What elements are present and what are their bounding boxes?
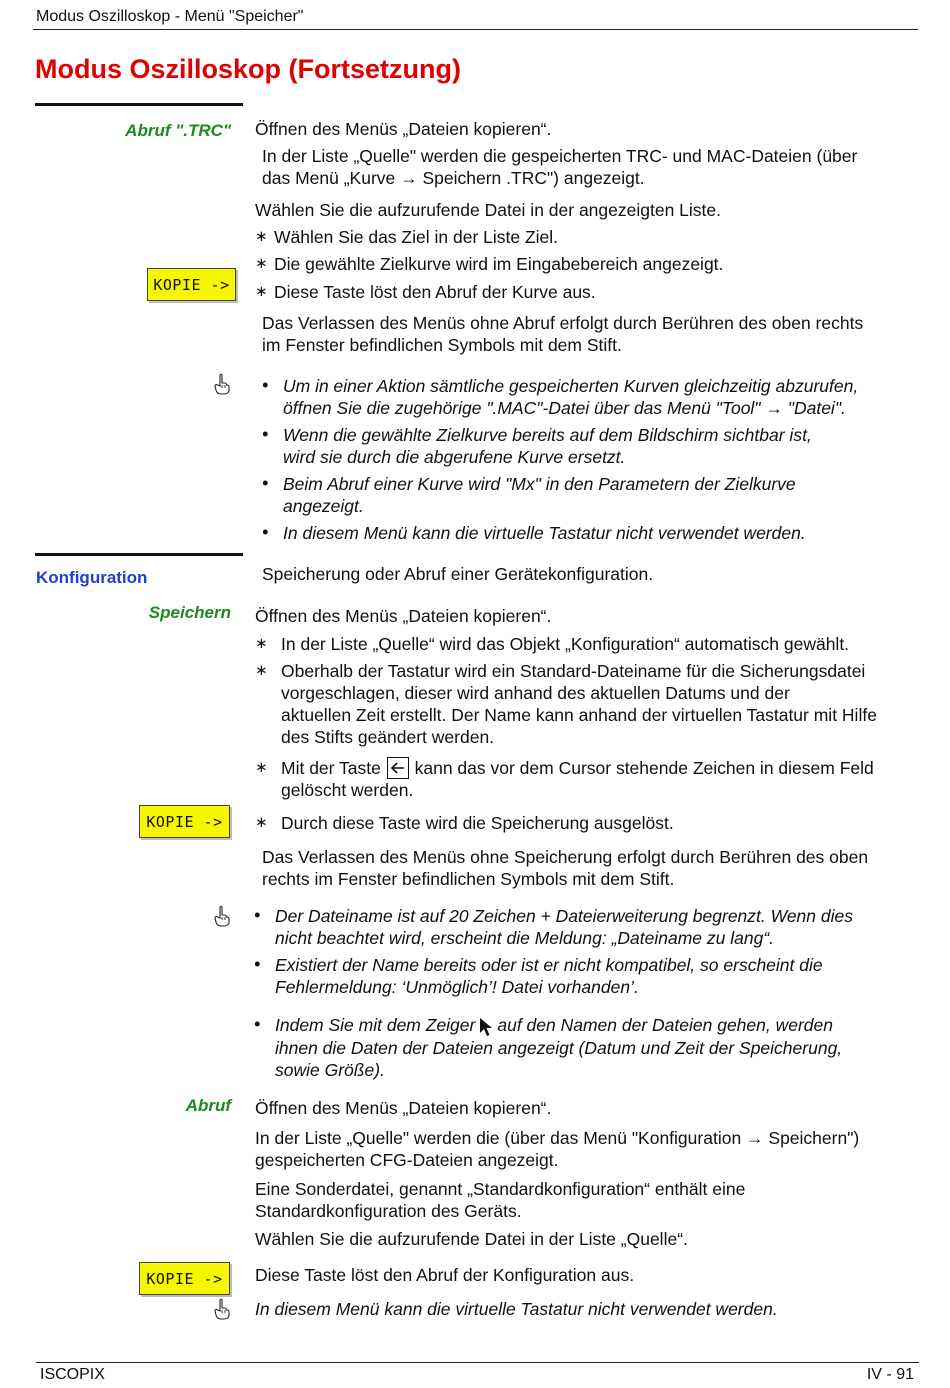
bullet: • xyxy=(254,905,261,925)
section-label-config: Konfiguration xyxy=(36,568,148,587)
trc-source-list-line1: In der Liste „Quelle" werden die gespeicherten TRC- und MAC-Dateien (über xyxy=(262,146,858,166)
trc-note-2: • Wenn die gewählte Zielkurve bereits auf dem Bildschirm sichtbar ist, wird sie durch die abgerufene Kurve ersetzt. xyxy=(262,424,812,467)
bullet: • xyxy=(262,424,269,444)
trc-step-display: ∗ Die gewählte Zielkurve wird im Eingabebereich angezeigt. xyxy=(255,254,724,274)
section-label-trc: Abruf ".TRC" xyxy=(125,121,231,140)
save-step-backspace: ∗ Mit der Taste kann das vor dem Cursor stehende Zeichen in diesem Feld gelöscht werden. xyxy=(255,758,874,800)
trc-step-recall: ∗ Diese Taste löst den Abruf der Kurve aus. xyxy=(255,282,596,302)
recall-source-line1: In der Liste „Quelle" werden die (über das Menü "Konfiguration → Speichern") xyxy=(255,1128,860,1148)
save-note-3: • Indem Sie mit dem Zeiger auf den Namen der Dateien gehen, werden ihnen die Daten der Dateien angezeigt (Datum und Zeit der Speicherung, sowie Größe). xyxy=(254,1014,843,1080)
save-step-source: ∗ In der Liste „Quelle“ wird das Objekt „Konfiguration“ automatisch gewählt. xyxy=(255,634,850,654)
recall-open-menu: Öffnen des Menüs „Dateien kopieren“. xyxy=(255,1098,552,1118)
subsection-label-recall: Abruf xyxy=(185,1096,231,1115)
asterisk-bullet: ∗ xyxy=(255,814,268,831)
trc-exit-line1: Das Verlassen des Menüs ohne Abruf erfolgt durch Berühren des oben rechts xyxy=(262,313,864,333)
bullet: • xyxy=(262,522,269,542)
trc-source-list-line2: das Menü „Kurve → Speichern .TRC") angezeigt. xyxy=(262,168,645,188)
pointing-hand-icon xyxy=(213,373,231,395)
pointing-hand-icon xyxy=(213,1298,231,1320)
bullet: • xyxy=(254,1014,261,1034)
page-number: IV - 91 xyxy=(866,1366,914,1383)
save-open-menu: Öffnen des Menüs „Dateien kopieren“. xyxy=(255,606,552,626)
header-rule xyxy=(33,29,918,30)
recall-source-line2: gespeicherten CFG-Dateien angezeigt. xyxy=(255,1150,559,1170)
section-rule-trc xyxy=(35,103,243,106)
pointing-hand-icon xyxy=(213,905,231,927)
save-note-1: • Der Dateiname ist auf 20 Zeichen + Dateierweiterung begrenzt. Wenn dies nicht beachtet wird, erscheint die Meldung: „Dateiname zu lang“. xyxy=(254,905,853,948)
section-rule-config xyxy=(35,553,243,556)
recall-special-line2: Standardkonfiguration des Geräts. xyxy=(255,1201,522,1221)
running-header: Modus Oszilloskop - Menü "Speicher" xyxy=(36,8,304,25)
config-intro: Speicherung oder Abruf einer Gerätekonfiguration. xyxy=(262,564,654,584)
backspace-key-icon xyxy=(387,757,409,779)
kopie-button-save[interactable]: KOPIE -> xyxy=(139,805,230,838)
trc-note-3: • Beim Abruf einer Kurve wird "Mx" in den Parametern der Zielkurve angezeigt. xyxy=(262,473,796,516)
trc-note-1: • Um in einer Aktion sämtliche gespeicherten Kurven gleichzeitig abzurufen, öffnen Sie die zugehörige ".MAC"-Datei über das Menü "Tool" → "Datei". xyxy=(262,375,859,418)
mouse-pointer-icon xyxy=(479,1017,493,1037)
asterisk-bullet: ∗ xyxy=(255,662,268,679)
bullet: • xyxy=(262,473,269,493)
trc-select-file: Wählen Sie die aufzurufende Datei in der angezeigten Liste. xyxy=(255,200,721,220)
page-title: Modus Oszilloskop (Fortsetzung) xyxy=(35,54,461,84)
kopie-button-recall[interactable]: KOPIE -> xyxy=(139,1262,230,1295)
save-exit-line1: Das Verlassen des Menüs ohne Speicherung erfolgt durch Berühren des oben xyxy=(262,847,869,867)
footer-brand: ISCOPIX xyxy=(40,1366,105,1383)
trc-exit-line2: im Fenster befindlichen Symbols mit dem Stift. xyxy=(262,335,622,355)
trc-note-4: • In diesem Menü kann die virtuelle Tastatur nicht verwendet werden. xyxy=(262,522,806,543)
bullet: • xyxy=(262,375,269,395)
footer-rule xyxy=(36,1362,919,1363)
kopie-button-trc[interactable]: KOPIE -> xyxy=(147,268,236,301)
asterisk-bullet: ∗ xyxy=(255,255,268,272)
asterisk-bullet: ∗ xyxy=(255,283,268,300)
save-exit-line2: rechts im Fenster befindlichen Symbols mit dem Stift. xyxy=(262,869,675,889)
trc-open-menu: Öffnen des Menüs „Dateien kopieren“. xyxy=(255,119,552,139)
asterisk-bullet: ∗ xyxy=(255,228,268,245)
recall-trigger: Diese Taste löst den Abruf der Konfiguration aus. xyxy=(255,1265,635,1285)
bullet: • xyxy=(254,954,261,974)
recall-select-file: Wählen Sie die aufzurufende Datei in der Liste „Quelle“. xyxy=(255,1229,688,1249)
subsection-label-save: Speichern xyxy=(148,603,231,622)
trc-step-target: ∗ Wählen Sie das Ziel in der Liste Ziel. xyxy=(255,227,559,247)
asterisk-bullet: ∗ xyxy=(255,635,268,652)
recall-special-line1: Eine Sonderdatei, genannt „Standardkonfiguration“ enthält eine xyxy=(255,1179,746,1199)
save-step-trigger: ∗ Durch diese Taste wird die Speicherung ausgelöst. xyxy=(255,813,674,833)
recall-note: In diesem Menü kann die virtuelle Tastatur nicht verwendet werden. xyxy=(255,1299,778,1319)
save-note-2: • Existiert der Name bereits oder ist er nicht kompatibel, so erscheint die Fehlermeldung: ‘Unmöglich’! Datei vorhanden’. xyxy=(254,954,823,997)
asterisk-bullet: ∗ xyxy=(255,759,268,776)
save-step-filename: ∗ Oberhalb der Tastatur wird ein Standard-Dateiname für die Sicherungsdatei vorgeschlagen, dieser wird anhand des aktuellen Datums und der aktuellen Zeit erstellt. Der Name kann anhand der virtuellen Tastatur mit Hilfe des Stifts geändert werden. xyxy=(255,661,877,747)
